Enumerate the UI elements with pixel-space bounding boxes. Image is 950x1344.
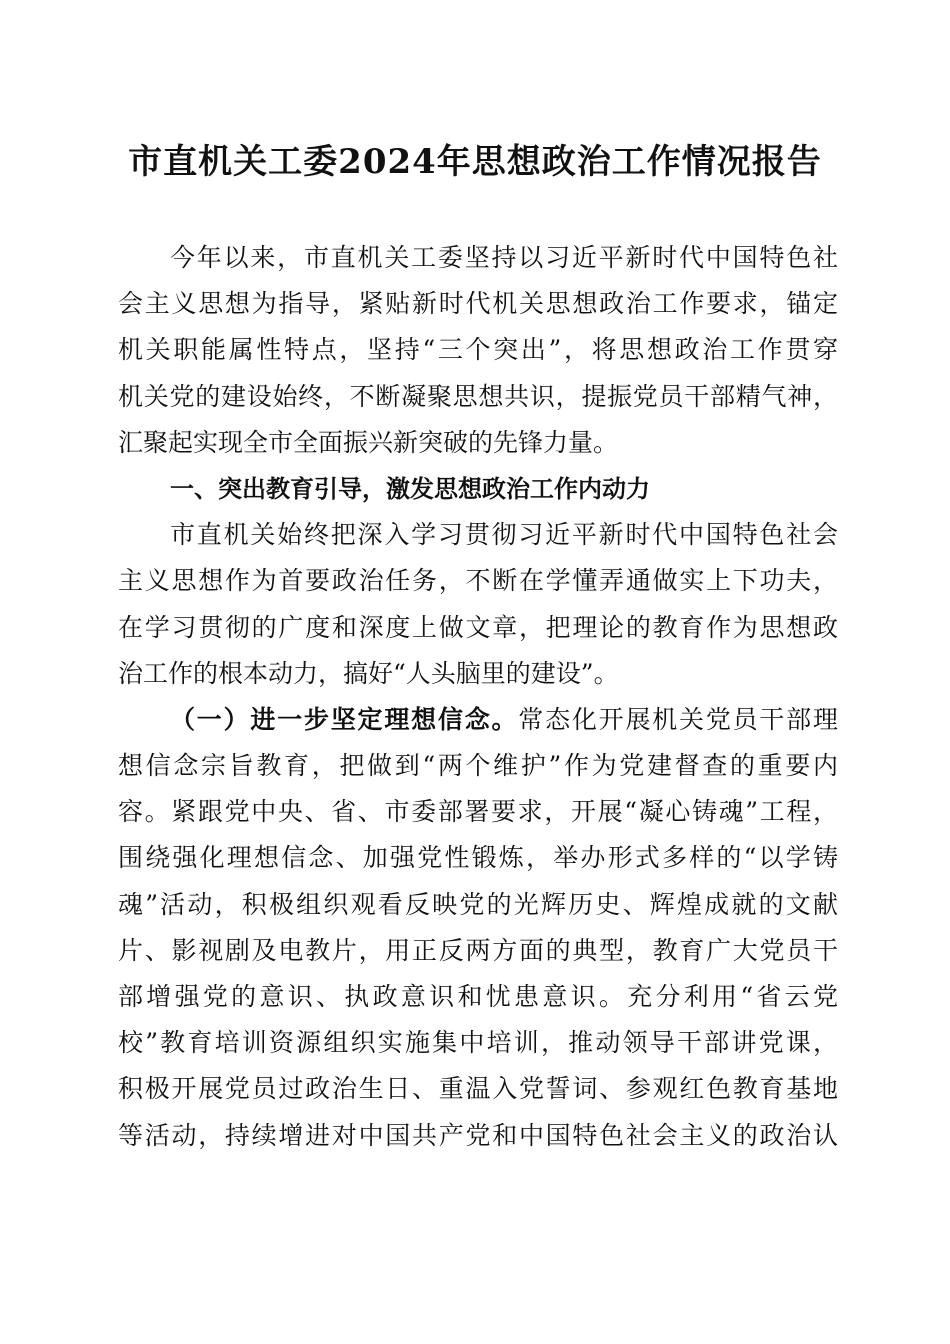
document-body	[118, 235, 838, 1159]
paragraph-line: 想信念宗旨教育，把做到“两个维护”作为党建督查的重要内	[118, 751, 838, 781]
paragraph-line: 市直机关始终把深入学习贯彻习近平新时代中国特色社会	[170, 520, 838, 550]
paragraph-text: 常态化开展机关党员干部理	[518, 704, 838, 734]
paragraph-line: 在学习贯彻的广度和深度上做文章，把理论的教育作为思想政	[118, 612, 838, 642]
paragraph-line: 容。紧跟党中央、省、市委部署要求，开展“凝心铸魂”工程，	[118, 797, 838, 827]
paragraph-line: 等活动，持续增进对中国共产党和中国特色社会主义的政治认	[118, 1120, 838, 1150]
document-title: 市直机关工委2024年思想政治工作情况报告	[128, 142, 822, 182]
paragraph-line: 片、影视剧及电教片，用正反两方面的典型，教育广大党员干	[118, 935, 838, 965]
paragraph-line: 围绕强化理想信念、加强党性锻炼，举办形式多样的“以学铸	[118, 843, 838, 873]
subsection-title: （一）进一步坚定理想信念。	[170, 704, 519, 734]
paragraph-line: 今年以来，市直机关工委坚持以习近平新时代中国特色社	[170, 243, 838, 272]
section-heading: 一、突出教育引导，激发思想政治工作内动力	[170, 474, 650, 503]
paragraph-line: 会主义思想为指导，紧贴新时代机关思想政治工作要求，锚定	[118, 289, 838, 319]
paragraph-line: 校”教育培训资源组织实施集中培训，推动领导干部讲党课，	[118, 1028, 838, 1058]
paragraph-line: 汇聚起实现全市全面振兴新突破的先锋力量。	[118, 427, 619, 457]
paragraph-line: 积极开展党员过政治生日、重温入党誓词、参观红色教育基地	[118, 1074, 838, 1104]
paragraph-line: 治工作的根本动力，搞好“人头脑里的建设”。	[118, 658, 619, 688]
paragraph-line: 魂”活动，积极组织观看反映党的光辉历史、辉煌成就的文献	[118, 889, 838, 919]
paragraph-line: 机关职能属性特点，坚持“三个突出”，将思想政治工作贯穿	[118, 335, 838, 365]
paragraph-line: 主义思想作为首要政治任务，不断在学懂弄通做实上下功夫，	[118, 566, 838, 596]
paragraph-line: 部增强党的意识、执政意识和忧患意识。充分利用“省云党	[118, 982, 838, 1011]
paragraph-line	[118, 697, 838, 743]
paragraph-line: 机关党的建设始终，不断凝聚思想共识，提振党员干部精气神，	[118, 381, 838, 411]
